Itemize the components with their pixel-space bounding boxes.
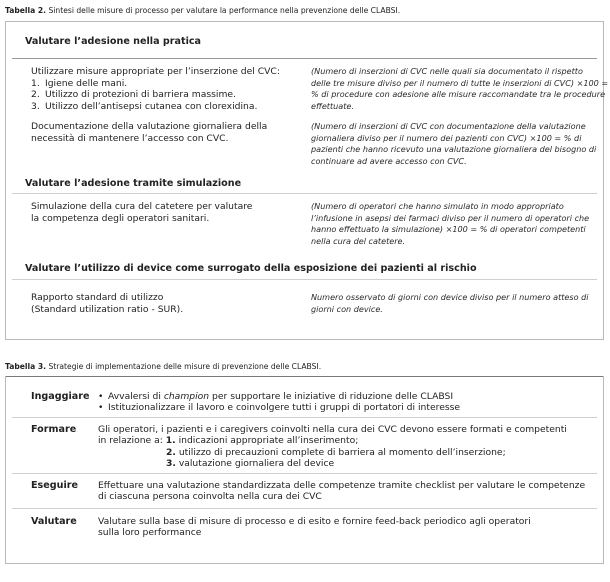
section-heading: Valutare l’adesione tramite simulazione [25,178,242,189]
strategy-label: Valutare [31,516,77,527]
row-divider [12,417,597,418]
section-heading: Valutare l’utilizzo di device come surrogato della esposizione dei pazienti al rischio [25,263,477,274]
formula-cell: Numero osservato di giorni con device diviso per il numero atteso di giorni con device. [311,292,589,314]
table3-top-rule [6,376,603,377]
section-rule [12,193,597,194]
list-item: 1. Igiene delle mani. [31,77,128,89]
section-rule [12,279,597,280]
strategy-content [98,391,460,414]
list-item: 2. Utilizzo di protezioni di barriera massime. [31,89,236,101]
section-heading: Valutare l’adesione nella pratica [25,36,202,47]
measure-cell: Rapporto standard di utilizzo (Standard utilization ratio - SUR). [31,292,184,315]
strategy-label: Ingaggiare [31,391,90,402]
table2-heading-rule [12,58,597,59]
bullet-item: • Istituzionalizzare il lavoro e coinvolgere tutti i gruppi di portatori di interesse [98,402,461,414]
measure-cell: Documentazione della valutazione giornaliera della necessità di mantenere l’accesso con CVC. [31,121,268,144]
bullet-item: • Avvalersi di champion per supportare le iniziative di riduzione delle CLABSI [98,391,454,402]
table2-caption: Tabella 2. Sintesi delle misure di processo per valutare la performance nella prevenzione delle CLABSI. [5,6,401,15]
strategy-content: Gli operatori, i pazienti e i caregivers coinvolti nella cura dei CVC devono essere formati e competenti in relazione a: 1. indicazioni appropriate all’inserimento; 2. utilizzo di precauzioni complete di barriera al momento dell’inserzione; 3. valutazione giornaliera del device [98,424,567,469]
strategy-content: Effettuare una valutazione standardizzata delle competenze tramite checklist per valutare le competenze di ciascuna persona coinvolta nella cura dei CVC [98,480,586,503]
strategy-label: Eseguire [31,480,78,491]
formula-cell: (Numero di operatori che hanno simulato in modo appropriato l’infusione in asepsi dei farmaci diviso per il numero di operatori che hanno effettuato la simulazione) ×100 = % di operatori competenti nella cura del catetere. [311,201,590,247]
measure-cell: Utilizzare misure appropriate per l’inserzione del CVC: 1. Igiene delle mani. 2. Utilizzo di protezioni di barriera massime. 3. Utilizzo dell’antisepsi cutanea con clorexidina. [31,66,280,112]
measure-cell: Simulazione della cura del catetere per valutare la competenza degli operatori sanitari. [31,201,253,224]
table3 [5,376,604,564]
row-divider [12,473,597,474]
formula-cell: (Numero di inserzioni di CVC nelle quali sia documentato il rispetto delle tre misure diviso per il numero di tutte le inserzioni di CVC) ×100 = % di procedure con adesione alle misure raccomandate tra le procedure effettuate. [311,66,609,112]
row-divider [12,508,597,509]
list-item: 3. Utilizzo dell’antisepsi cutanea con clorexidina. [31,100,258,112]
table2 [5,21,609,340]
formula-cell: (Numero di inserzioni di CVC con documentazione della valutazione giornaliera diviso per il numero dei pazienti con CVC) ×100 = % di pazienti che hanno ricevuto una valutazione giornaliera del bisogno di continuare ad avere accesso con CVC. [311,121,597,167]
table3-caption: Tabella 3. Strategie di implementazione delle misure di prevenzione delle CLABSI. [5,362,322,371]
strategy-content: Valutare sulla base di misure di processo e di esito e fornire feed-back periodico agli operatori sulla loro performance [98,516,531,539]
strategy-label: Formare [31,424,77,435]
